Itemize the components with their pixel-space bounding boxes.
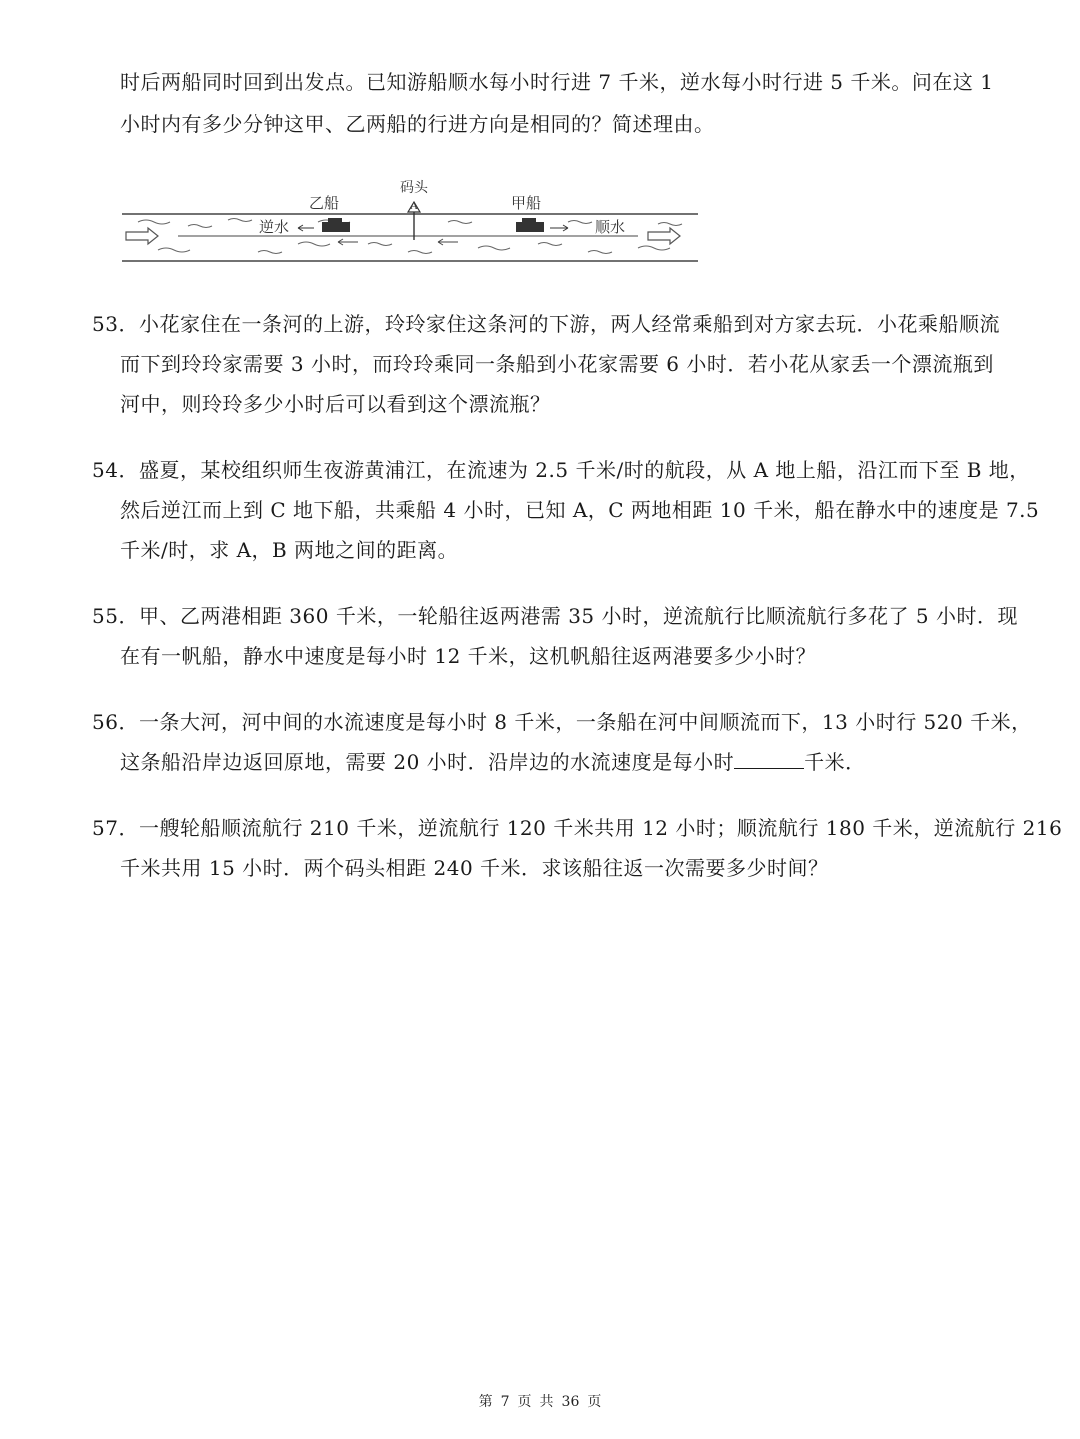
boat-a-arrow [550,225,568,231]
question-number: 57． [92,816,139,840]
footer-suffix: 页 [587,1394,602,1410]
page-footer [0,1392,1080,1412]
answer-blank[interactable] [734,748,804,769]
boat-b [322,222,350,232]
question-55 [92,602,1018,630]
question-text: 这条船沿岸边返回原地，需要 20 小时．沿岸边的水流速度是每小时 [120,750,735,774]
footer-prefix: 第 [478,1394,493,1410]
question-53 [92,310,1000,338]
question-53-line-2: 而下到玲玲家需要 3 小时，而玲玲乘同一条船到小花家需要 6 小时．若小花从家丢一个漂流瓶到 [120,352,994,376]
continuation-line-2: 小时内有多少分钟这甲、乙两船的行进方向是相同的？简述理由。 [120,112,715,136]
downstream-label: 顺水 [594,220,626,236]
boat-a [516,222,544,232]
question-56-line-2 [120,748,866,776]
question-57-line-2: 千米共用 15 小时．两个码头相距 240 千米．求该船往返一次需要多少时间？ [120,856,829,880]
question-55-line-2: 在有一帆船，静水中速度是每小时 12 千米，这机帆船往返两港要多少小时？ [120,644,817,668]
question-text-suffix: 千米． [804,750,866,774]
upstream-label: 逆水 [258,220,290,236]
question-text: 盛夏，某校组织师生夜游黄浦江，在流速为 2.5 千米/时的航段，从 A 地上船，沿江而下至 B 地， [138,458,1030,482]
footer-page-word: 页 [517,1394,532,1410]
continuation-line-1: 时后两船同时回到出发点。已知游船顺水每小时行进 7 千米，逆水每小时行进 5 千米。问在这 1 [120,70,994,94]
question-text: 一艘轮船顺流航行 210 千米，逆流航行 120 千米共用 12 小时；顺流航行 180 千米，逆流航行 216 [138,816,1063,840]
dock-label: 码头 [400,181,428,196]
question-54-line-2: 然后逆江而上到 C 地下船，共乘船 4 小时，已知 A，C 两地相距 10 千米，船在静水中的速度是 7.5 [120,498,1040,522]
question-text: 小花家住在一条河的上游，玲玲家住这条河的下游，两人经常乘船到对方家去玩．小花乘船顺流 [138,312,1000,336]
footer-total-word: 共 [539,1394,554,1410]
question-57 [92,814,1062,842]
dock-point-label: A [410,200,418,212]
question-53-line-3: 河中，则玲玲多少小时后可以看到这个漂流瓶？ [120,392,551,416]
question-text: 甲、乙两港相距 360 千米，一轮船往返两港需 35 小时，逆流航行比顺流航行多花了 5 小时．现 [138,604,1018,628]
boat-a-label: 甲船 [510,196,542,212]
question-number: 53． [92,312,139,336]
footer-total-pages: 36 [561,1394,580,1410]
question-number: 54． [92,458,139,482]
river-diagram [118,178,702,266]
question-number: 56． [92,710,139,734]
course-arrow-left [338,239,358,245]
course-arrow-mid [438,239,458,245]
question-54 [92,456,1030,484]
question-56 [92,708,1032,736]
flow-arrow-left [126,228,158,244]
footer-page-number: 7 [500,1394,510,1410]
flow-arrow-right [648,228,680,244]
boat-b-label: 乙船 [308,196,340,212]
boat-b-arrow [298,225,314,231]
question-text: 一条大河，河中间的水流速度是每小时 8 千米，一条船在河中间顺流而下，13 小时行 520 千米， [138,710,1032,734]
question-number: 55． [92,604,139,628]
question-54-line-3: 千米/时，求 A，B 两地之间的距离。 [120,538,459,562]
